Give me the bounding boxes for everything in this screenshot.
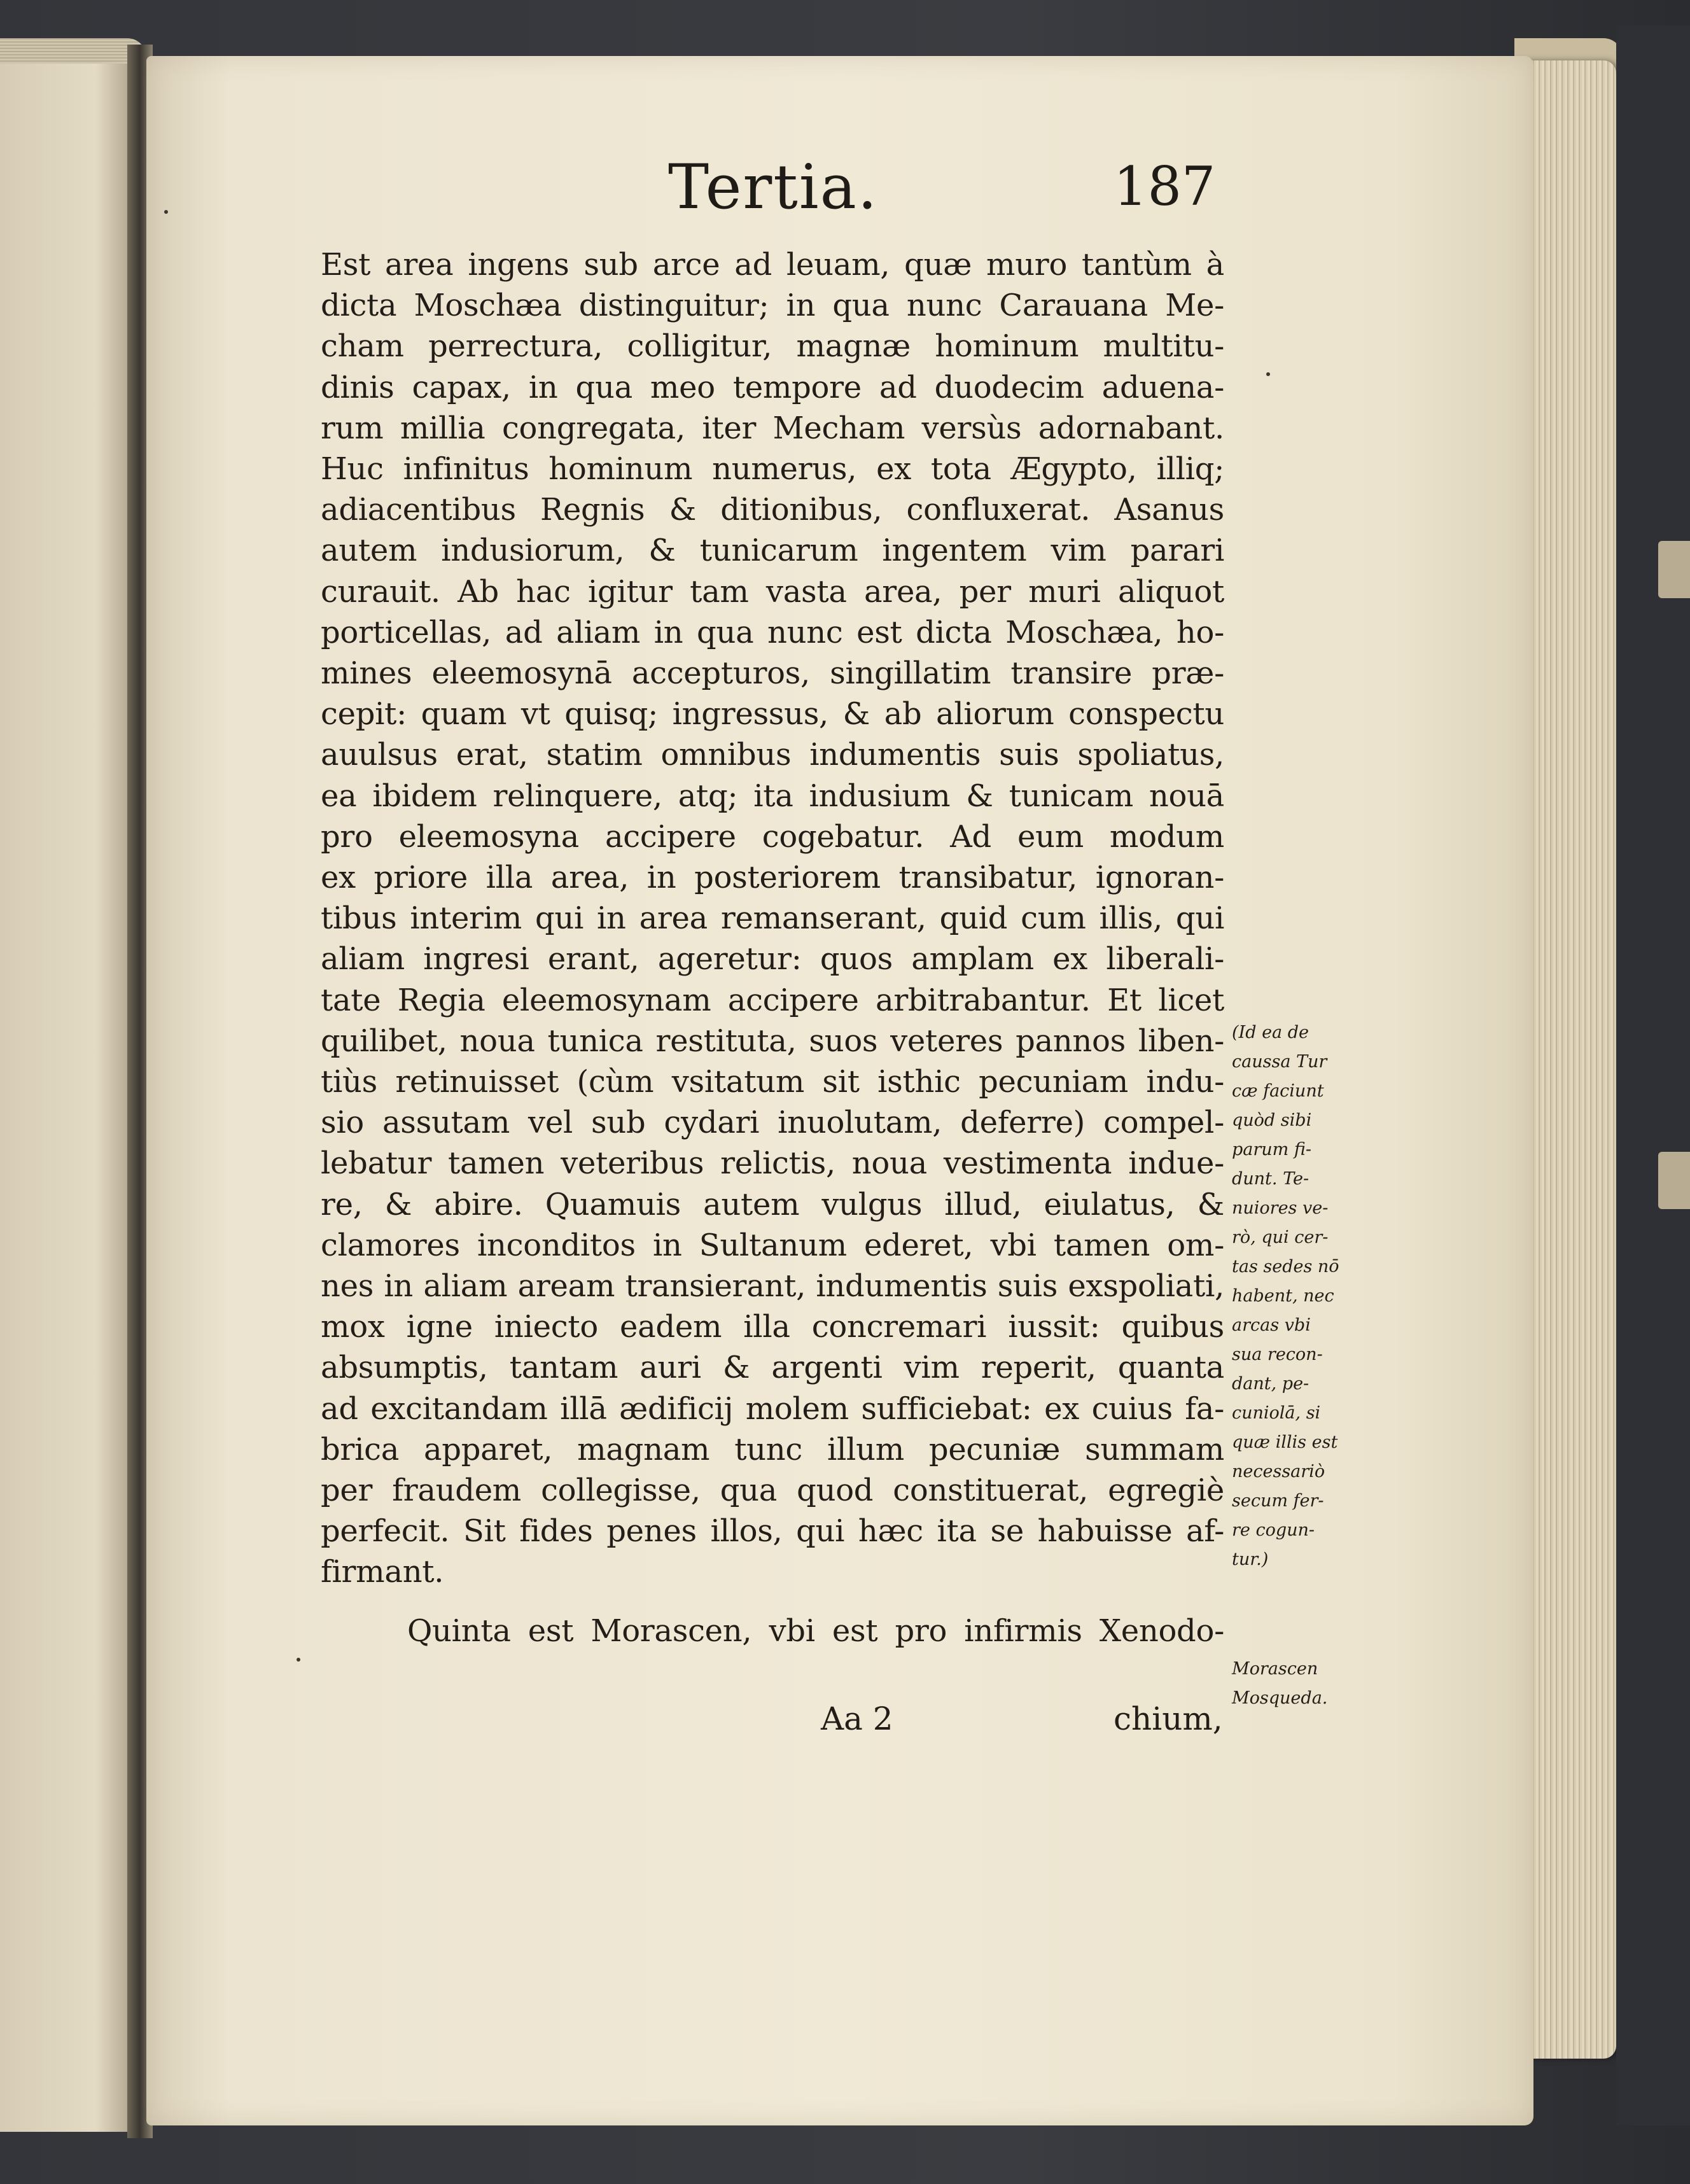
- marginal-note-line: arcas vbi: [1232, 1315, 1311, 1335]
- text-line-content: tate Regia eleemosynam accipere arbitrabantur. Et licet: [321, 982, 1224, 1018]
- text-line: [321, 857, 1224, 898]
- text-line: [321, 285, 1224, 326]
- marginal-note-line: necessariò: [1232, 1462, 1325, 1481]
- page-number: 187: [1114, 155, 1216, 218]
- text-line-content: curauit. Ab hac igitur tam vasta area, per muri aliquot: [321, 573, 1224, 610]
- text-line-content: brica apparet, magnam tunc illum pecuniæ summam: [321, 1431, 1224, 1467]
- text-line-content: perfecit. Sit fides penes illos, qui hæc ita se habuisse af-: [321, 1513, 1224, 1550]
- text-line-content: dicta Moschæa distinguitur; in qua nunc Carauana Me-: [321, 288, 1224, 324]
- signature-mark: Aa 2: [821, 1700, 893, 1737]
- right-cover-board: [1616, 25, 1690, 2125]
- text-line: [321, 489, 1224, 530]
- text-line: [321, 653, 1224, 694]
- text-line-content: quilibet, noua tunica restituta, suos veteres pannos liben-: [321, 1023, 1224, 1059]
- text-line-content: porticellas, ad aliam in qua nunc est dicta Moschæa, ho-: [321, 614, 1224, 650]
- text-line: [321, 898, 1224, 939]
- text-line-content: Est area ingens sub arce ad leuam, quæ muro tantùm à: [321, 247, 1224, 283]
- text-line-content: pro eleemosyna accipere cogebatur. Ad eum modum: [321, 818, 1224, 855]
- text-line-content: autem indusiorum, & tunicarum ingentem vim parari: [321, 533, 1224, 569]
- text-line-content: firmant.: [321, 1554, 444, 1590]
- text-line: [321, 612, 1224, 653]
- marginal-note-line: quæ illis est: [1232, 1432, 1338, 1452]
- text-line-content: Huc infinitus hominum numerus, ex tota Ægypto, illiq;: [321, 451, 1224, 487]
- text-line-content: ea ibidem relinquere, atq; ita indusium & tunicam nouā: [321, 778, 1224, 814]
- running-header: [668, 151, 1241, 241]
- text-line-content: auulsus erat, statim omnibus indumentis suis spoliatus,: [321, 737, 1224, 773]
- marginal-note-line: tur.): [1232, 1550, 1269, 1569]
- text-line: [321, 939, 1224, 979]
- text-line: [321, 1389, 1224, 1429]
- text-line-content: ex priore illa area, in posteriorem transibatur, ignoran-: [321, 860, 1224, 895]
- marginal-heading: Morascen: [1232, 1659, 1318, 1679]
- marginal-note-line: re cogun-: [1232, 1520, 1315, 1540]
- bookmark-tab: [1658, 541, 1690, 598]
- text-line-content: ad excitandam illā ædificij molem sufficiebat: ex cuius fa-: [321, 1390, 1224, 1427]
- left-page-stack: [0, 38, 146, 64]
- text-line: [321, 530, 1224, 571]
- text-line: [321, 408, 1224, 449]
- ink-speck: [1266, 372, 1270, 376]
- text-line-content: cham perrectura, colligitur, magnæ hominum multitu-: [321, 328, 1224, 365]
- text-line-content: dinis capax, in qua meo tempore ad duodecim aduena-: [321, 369, 1224, 405]
- text-line-content: sio assutam vel sub cydari inuolutam, deferre) compel-: [321, 1105, 1224, 1141]
- marginal-note-line: nuiores ve-: [1232, 1198, 1329, 1218]
- text-line-content: mox igne iniecto eadem illa concremari iussit: quibus: [321, 1309, 1224, 1345]
- text-line-content: absumptis, tantam auri & argenti vim reperit, quanta: [321, 1350, 1224, 1386]
- text-line: [321, 1470, 1224, 1511]
- running-title: Tertia.: [668, 151, 879, 223]
- marginal-note-line: parum fi-: [1232, 1140, 1311, 1159]
- text-line: [321, 449, 1224, 489]
- left-page-edge: [0, 51, 137, 2132]
- marginal-note-line: secum fer-: [1232, 1491, 1324, 1511]
- text-line: [321, 776, 1224, 816]
- text-line: [321, 1429, 1224, 1470]
- ink-speck: [164, 210, 168, 214]
- text-line: [321, 244, 1224, 285]
- text-line: [321, 694, 1224, 734]
- text-line: [321, 1143, 1224, 1184]
- text-line: [321, 1266, 1224, 1306]
- text-line-content: lebatur tamen veteribus relictis, noua vestimenta indue-: [321, 1145, 1224, 1182]
- text-line: [321, 571, 1224, 612]
- ink-speck: [297, 1658, 300, 1662]
- text-line: [321, 1225, 1224, 1266]
- text-line-content: tiùs retinuisset (cùm vsitatum sit isthic pecuniam indu-: [321, 1064, 1224, 1100]
- marginal-note-line: tas sedes nō: [1232, 1257, 1339, 1277]
- marginal-note-line: dunt. Te-: [1232, 1169, 1309, 1189]
- text-line-content: mines eleemosynā accepturos, singillatim transire præ-: [321, 655, 1224, 691]
- text-line: [321, 1306, 1224, 1347]
- marginal-note-line: cæ faciunt: [1232, 1081, 1324, 1101]
- marginal-note-line: sua recon-: [1232, 1345, 1323, 1364]
- text-line-content: re, & abire. Quamuis autem vulgus illud, eiulatus, &: [321, 1186, 1224, 1222]
- text-line-content: aliam ingresi erant, ageretur: quos amplam ex liberali-: [321, 941, 1224, 977]
- text-line: [321, 1061, 1224, 1102]
- text-line: [321, 1551, 1224, 1592]
- text-line: [321, 734, 1224, 775]
- marginal-note-line: (Id ea de: [1232, 1023, 1309, 1042]
- text-line-content: Quinta est Morascen, vbi est pro infirmis Xenodo-: [407, 1613, 1224, 1649]
- marginal-note-line: rò, qui cer-: [1232, 1228, 1329, 1247]
- marginal-note-line: habent, nec: [1232, 1286, 1334, 1306]
- text-line: [407, 1611, 1224, 1651]
- bookmark-tab: [1658, 1152, 1690, 1209]
- text-line: [321, 326, 1224, 367]
- text-line: [321, 1102, 1224, 1143]
- text-line-content: nes in aliam aream transierant, indumentis suis exspoliati,: [321, 1268, 1224, 1304]
- text-line: [321, 816, 1224, 857]
- text-line: [321, 367, 1224, 408]
- text-line: [321, 1511, 1224, 1551]
- text-line-content: rum millia congregata, iter Mecham versùs adornabant.: [321, 410, 1224, 446]
- marginal-note-line: dant, pe-: [1232, 1374, 1309, 1394]
- text-line-content: adiacentibus Regnis & ditionibus, confluxerat. Asanus: [321, 492, 1224, 528]
- text-line: [321, 1021, 1224, 1061]
- text-line-content: tibus interim qui in area remanserant, quid cum illis, qui: [321, 900, 1224, 937]
- text-line: [321, 980, 1224, 1021]
- text-line: [321, 1347, 1224, 1388]
- catchword: chium,: [1114, 1700, 1223, 1737]
- marginal-note-line: caussa Tur: [1232, 1052, 1327, 1072]
- marginal-note-line: cuniolā, si: [1232, 1403, 1321, 1423]
- text-line-content: cepit: quam vt quisq; ingressus, & ab aliorum conspectu: [321, 696, 1224, 732]
- text-line-content: per fraudem collegisse, qua quod constituerat, egregiè: [321, 1473, 1224, 1508]
- text-line-content: clamores inconditos in Sultanum ederet, vbi tamen om-: [321, 1227, 1224, 1263]
- marginal-note-line: quòd sibi: [1232, 1110, 1312, 1130]
- marginal-heading: Mosqueda.: [1232, 1688, 1328, 1708]
- text-line: [321, 1184, 1224, 1225]
